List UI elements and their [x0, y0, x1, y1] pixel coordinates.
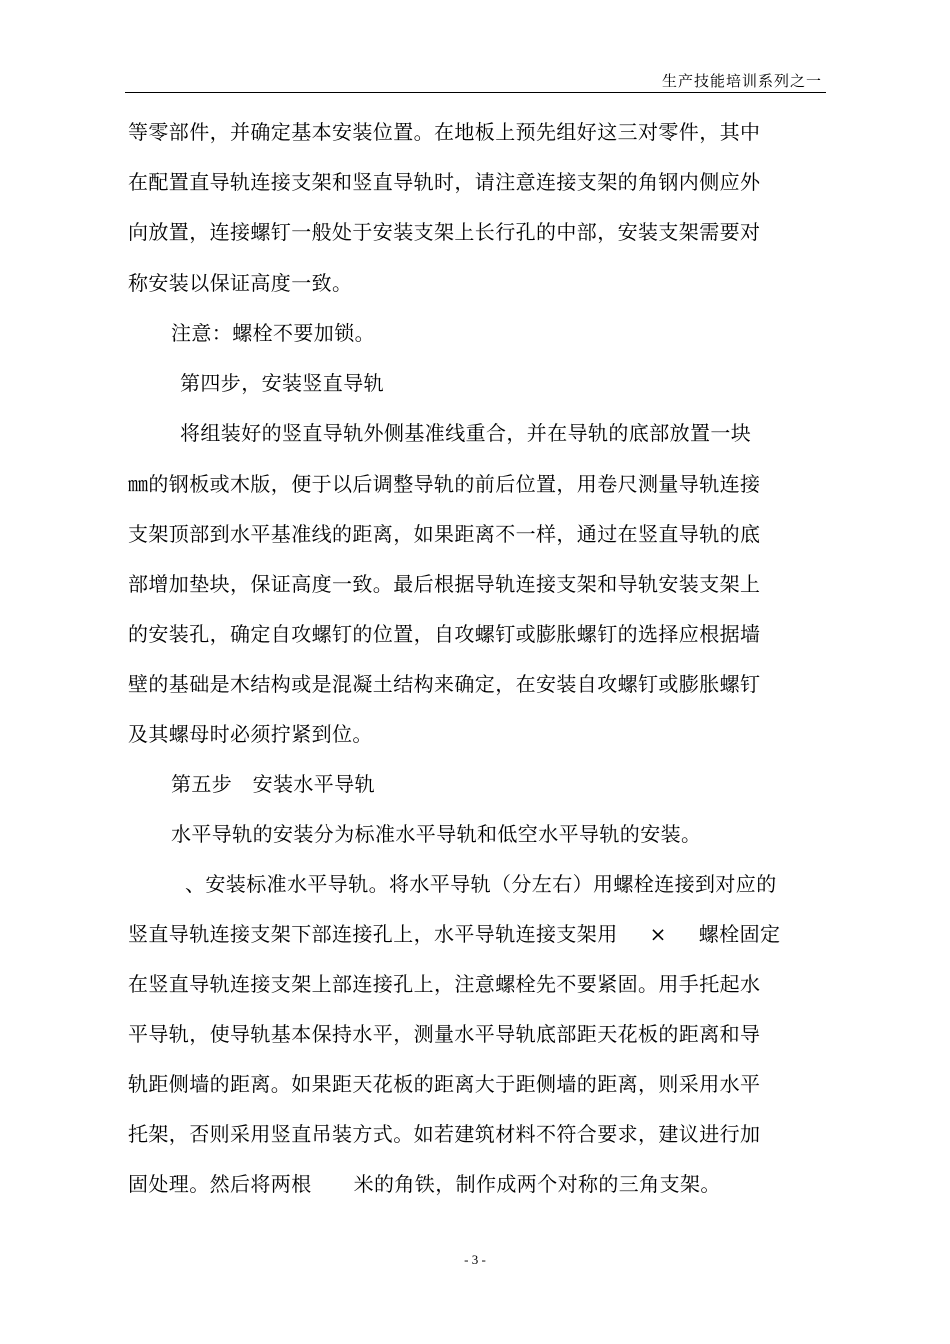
body-line-22	[128, 1170, 721, 1198]
body-line-17	[128, 920, 780, 948]
header-rule	[125, 92, 826, 93]
body-line-20: 轨距侧墙的距离。如果距天花板的距离大于距侧墙的距离，则采用水平	[128, 1072, 761, 1096]
page-number: - 3 -	[464, 1252, 486, 1267]
body-line-16: 、安装标准水平导轨。将水平导轨（分左右）用螺栓连接到对应的	[185, 872, 777, 896]
body-line-18: 在竖直导轨连接支架上部连接孔上，注意螺栓先不要紧固。用手托起水	[128, 972, 761, 996]
body-line-11: 的安装孔，确定自攻螺钉的位置，自攻螺钉或膨胀螺钉的选择应根据墙	[128, 622, 761, 646]
body-line-4: 称安装以保证高度一致。	[128, 271, 353, 295]
body-line-note: 注意：螺栓不要加锁。	[171, 321, 375, 345]
body-line-22-tail: 米的角铁，制作成两个对称的三角支架。	[353, 1172, 721, 1196]
step-four-heading: 第四步，安装竖直导轨	[180, 371, 384, 395]
body-line-17-tail: 螺栓固定	[698, 922, 781, 946]
body-line-13: 及其螺母时必须拧紧到位。	[128, 722, 373, 746]
body-line-1: 等零部件，并确定基本安装位置。在地板上预先组好这三对零件，其中	[128, 120, 761, 144]
body-line-8: ㎜的钢板或木版，便于以后调整导轨的前后位置，用卷尺测量导轨连接	[128, 472, 761, 496]
body-line-17-text: 竖直导轨连接支架下部连接孔上，水平导轨连接支架用	[128, 922, 618, 946]
body-line-19: 平导轨，使导轨基本保持水平，测量水平导轨底部距天花板的距离和导	[128, 1022, 761, 1046]
body-line-22-text: 固处理。然后将两根	[128, 1172, 312, 1196]
body-line-2: 在配置直导轨连接支架和竖直导轨时，请注意连接支架的角钢内侧应外	[128, 170, 761, 194]
body-line-7: 将组装好的竖直导轨外侧基准线重合，并在导轨的底部放置一块	[180, 421, 752, 445]
body-line-12: 壁的基础是木结构或是混凝土结构来确定，在安装自攻螺钉或膨胀螺钉	[128, 672, 761, 696]
body-line-21: 托架，否则采用竖直吊装方式。如若建筑材料不符合要求，建议进行加	[128, 1122, 761, 1146]
body-line-3: 向放置，连接螺钉一般处于安装支架上长行孔的中部，安装支架需要对	[128, 220, 761, 244]
step-five-heading: 第五步 安装水平导轨	[171, 772, 375, 796]
body-line-9: 支架顶部到水平基准线的距离，如果距离不一样，通过在竖直导轨的底	[128, 522, 761, 546]
body-line-15: 水平导轨的安装分为标准水平导轨和低空水平导轨的安装。	[171, 822, 702, 846]
times-symbol: ×	[649, 922, 667, 946]
running-header-title: 生产技能培训系列之一	[661, 72, 822, 90]
body-line-10: 部增加垫块，保证高度一致。最后根据导轨连接支架和导轨安装支架上	[128, 572, 761, 596]
